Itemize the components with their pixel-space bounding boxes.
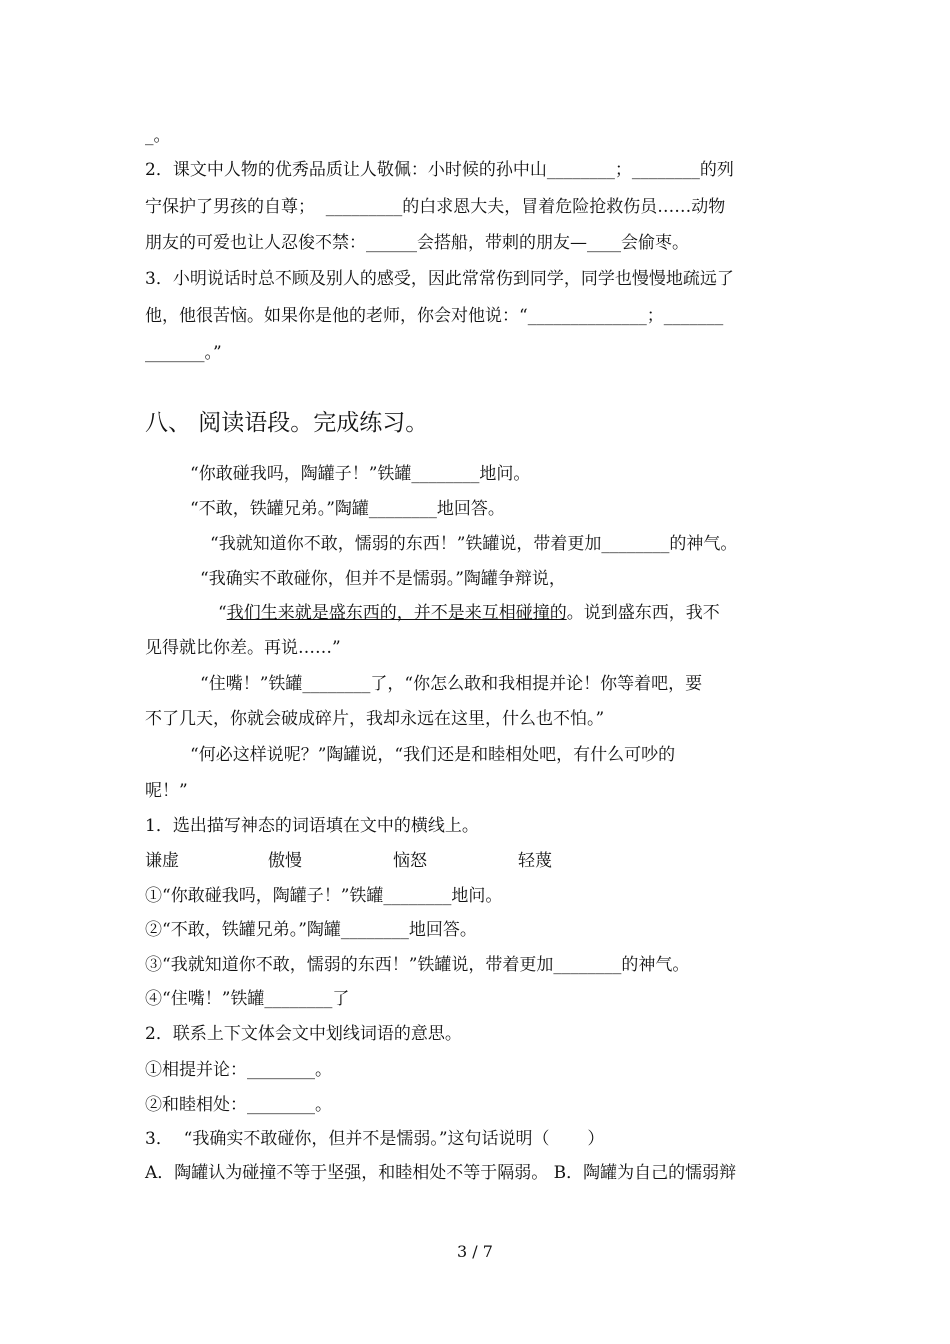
passage-text: 。说到盛东西，我不 bbox=[566, 603, 720, 623]
fill-item: ④“住嘴！”铁罐________了 bbox=[145, 989, 350, 1009]
fill-item: ②和睦相处：________。 bbox=[145, 1095, 332, 1115]
question-title: 2．联系上下文体会文中划线词语的意思。 bbox=[145, 1024, 462, 1044]
passage-line: “我确实不敢碰你，但并不是懦弱。”陶罐争辩说， bbox=[200, 569, 566, 589]
passage-line: “我就知道你不敢，懦弱的东西！”铁罐说，带着更加________的神气。 bbox=[210, 534, 738, 554]
question-title: 3． “我确实不敢碰你，但并不是懦弱。”这句话说明（ ） bbox=[145, 1129, 605, 1149]
text-line: _______。” bbox=[145, 343, 222, 363]
passage-line: “不敢，铁罐兄弟。”陶罐________地回答。 bbox=[190, 499, 505, 519]
question-title: 1．选出描写神态的词语填在文中的横线上。 bbox=[145, 816, 479, 836]
passage-line: “何必这样说呢？”陶罐说，“我们还是和睦相处吧，有什么可吵的 bbox=[190, 745, 676, 765]
text-line: 2．课文中人物的优秀品质让人敬佩：小时候的孙中山________；________的列 bbox=[145, 160, 734, 180]
passage-line: 呢！” bbox=[145, 781, 188, 801]
word-option: 傲慢 bbox=[268, 851, 302, 871]
text-line: 3．小明说话时总不顾及别人的感受，因此常常伤到同学，同学也慢慢地疏远了 bbox=[145, 269, 734, 289]
passage-line: “住嘴！”铁罐________了，“你怎么敢和我相提并论！你等着吧，要 bbox=[200, 674, 703, 694]
passage-line bbox=[218, 601, 720, 625]
text-line: _。 bbox=[145, 126, 171, 146]
fill-item: ①“你敢碰我吗，陶罐子！”铁罐________地问。 bbox=[145, 886, 503, 906]
fill-item: ②“不敢，铁罐兄弟。”陶罐________地回答。 bbox=[145, 920, 477, 940]
passage-line: “你敢碰我吗，陶罐子！”铁罐________地问。 bbox=[190, 464, 531, 484]
word-option: 谦虚 bbox=[145, 851, 179, 871]
answer-options: A．陶罐认为碰撞不等于坚强，和睦相处不等于隔弱。 B．陶罐为自己的懦弱辩 bbox=[145, 1163, 737, 1183]
text-line: 朋友的可爱也让人忍俊不禁：______会搭船，带刺的朋友—____会偷枣。 bbox=[145, 233, 689, 253]
text-line: 宁保护了男孩的自尊； _________的白求恩大夫，冒着危险抢救伤员……动物 bbox=[145, 197, 726, 217]
text-line: 他，他很苦恼。如果你是他的老师，你会对他说：“______________；_______ bbox=[145, 306, 724, 326]
fill-item: ①相提并论：________。 bbox=[145, 1060, 332, 1080]
underlined-phrase: 我们生来就是盛东西的，并不是来互相碰撞的 bbox=[226, 603, 567, 623]
passage-line: 不了几天，你就会破成碎片，我却永远在这里，什么也不怕。” bbox=[145, 709, 605, 729]
quote-mark: “ bbox=[218, 603, 227, 623]
page-number: 3 / 7 bbox=[457, 1242, 493, 1261]
word-option: 轻蔑 bbox=[518, 851, 552, 871]
passage-line: 见得就比你差。再说……” bbox=[145, 638, 341, 658]
word-option: 恼怒 bbox=[393, 851, 427, 871]
section-heading: 八、 阅读语段。完成练习。 bbox=[145, 410, 429, 436]
fill-item: ③“我就知道你不敢，懦弱的东西！”铁罐说，带着更加________的神气。 bbox=[145, 955, 690, 975]
